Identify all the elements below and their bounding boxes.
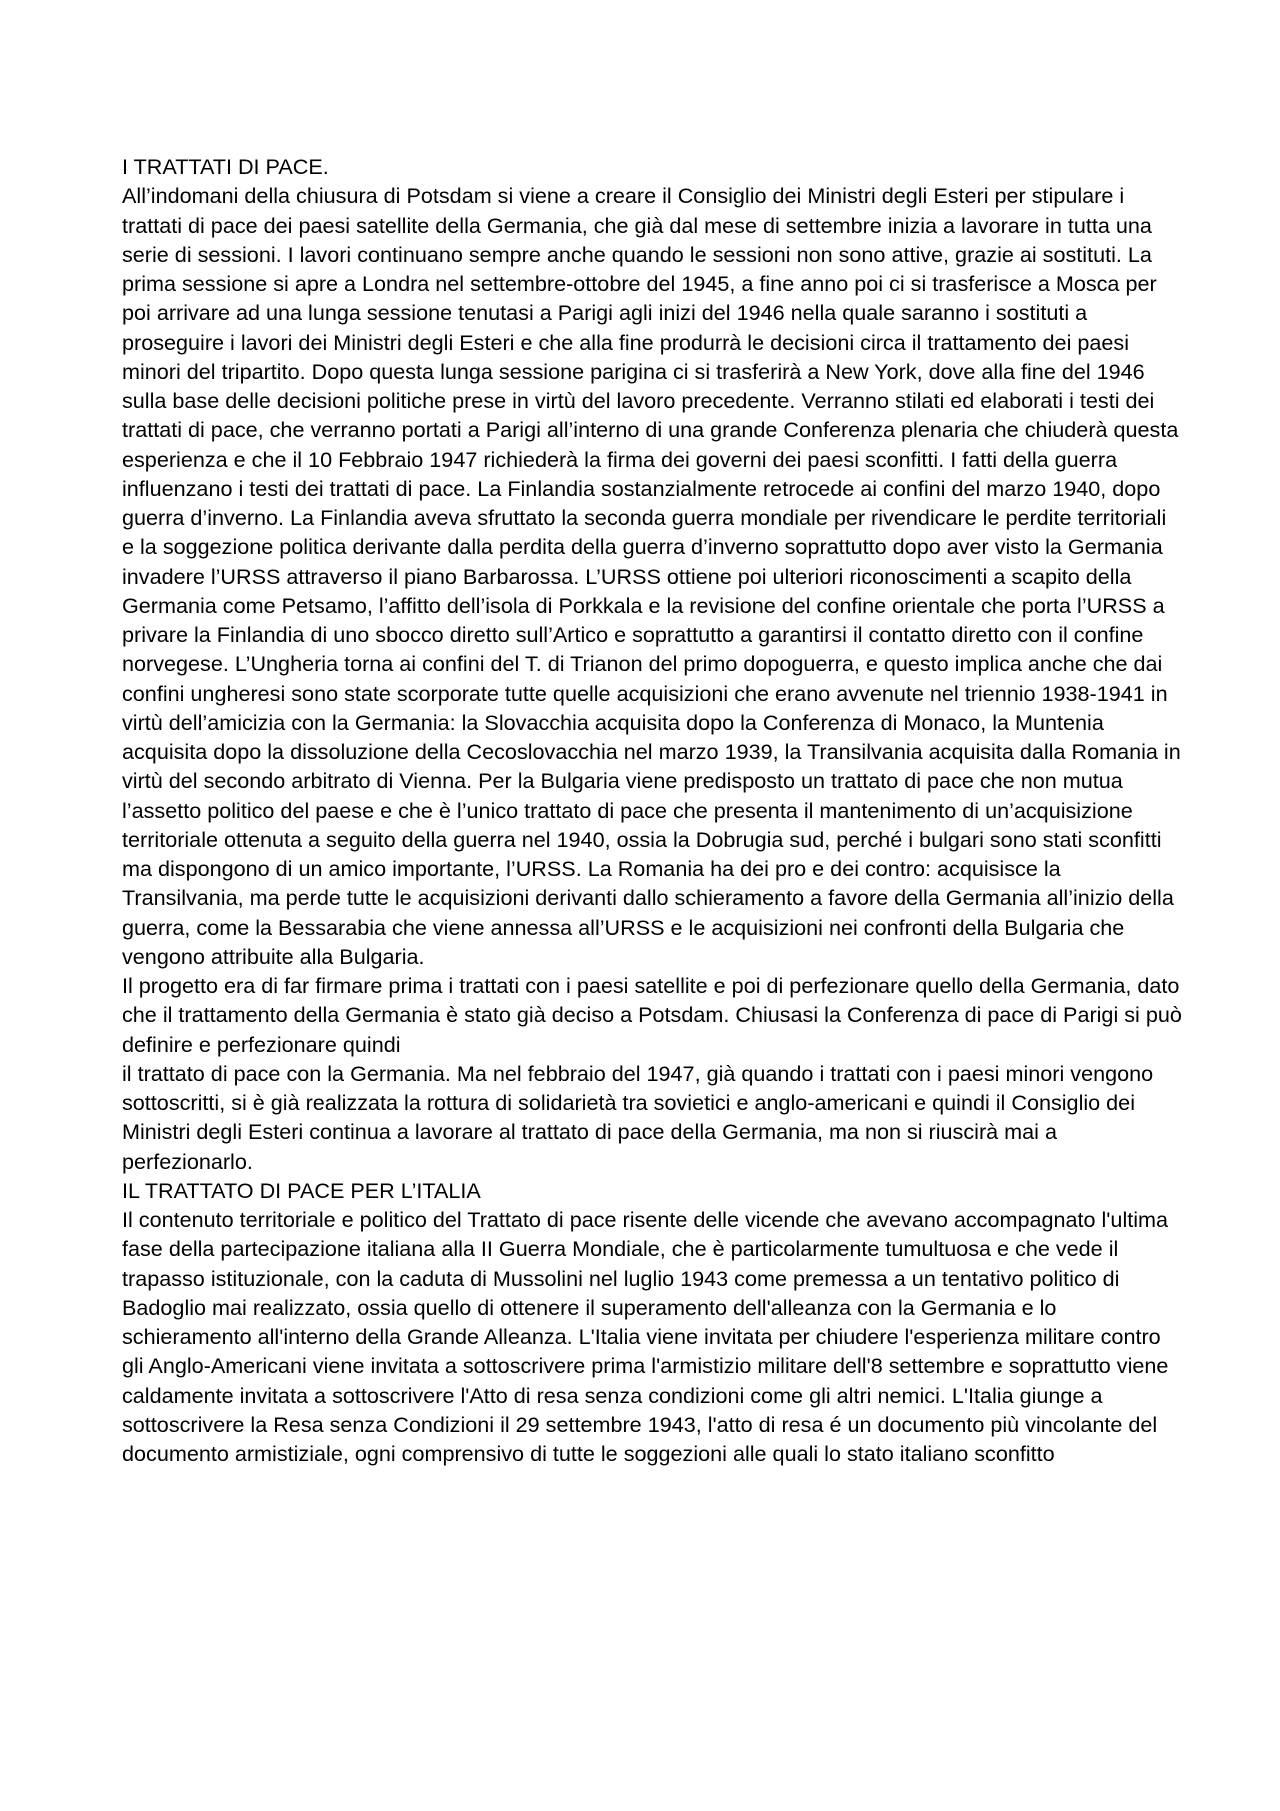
heading-trattati-di-pace: I TRATTATI DI PACE. (122, 154, 329, 179)
paragraph-contenuto-territoriale: Il contenuto territoriale e politico del Trattato di pace risente delle vicende che avevano accompagnato l'ultima fase della partecipazione italiana alla II Guerra Mondiale, che è particolarmente tumultuosa e che vede il trapasso istituzionale, con la caduta di Mussolini nel luglio 1943 come premessa a un tentativo politico di Badoglio mai realizzato, ossia quello di ottenere il superamento dell'alleanza con la Germania e lo schieramento all'interno della Grande Alleanza. L'Italia viene invitata per chiudere l'esperienza militare contro gli Anglo-Americani viene invitata a sottoscrivere prima l'armistizio militare dell'8 settembre e soprattutto viene caldamente invitata a sottoscrivere l'Atto di resa senza condizioni come gli altri nemici. L'Italia giunge a sottoscrivere la Resa senza Condizioni il 29 settembre 1943, l'atto di resa é un documento più vincolante del documento armistiziale, ogni comprensivo di tutte le soggezioni alle quali lo stato italiano sconfitto (122, 1207, 1169, 1466)
paragraph-consiglio-ministri: All’indomani della chiusura di Potsdam si viene a creare il Consiglio dei Ministri degli Esteri per stipulare i trattati di pace dei paesi satellite della Germania, che già dal mese di settembre inizia a lavorare in tutta una serie di sessioni. I lavori continuano sempre anche quando le sessioni non sono attive, grazie ai sostituti. La prima sessione si apre a Londra nel settembre-ottobre del 1945, a fine anno poi ci si trasferisce a Mosca per poi arrivare ad una lunga sessione tenutasi a Parigi agli inizi del 1946 nella quale saranno i sostituti a proseguire i lavori dei Ministri degli Esteri e che alla fine produrrà le decisioni circa il trattamento dei paesi minori del tripartito. Dopo questa lunga sessione parigina ci si trasferirà a New York, dove alla fine del 1946 sulla base delle decisioni politiche prese in virtù del lavoro precedente. Verranno stilati ed elaborati i testi dei trattati di pace, che verranno portati a Parigi all’interno di una grande Conferenza plenaria che chiuderà questa esperienza e che il 10 Febbraio 1947 richiederà la firma dei governi dei paesi sconfitti. I fatti della guerra influenzano i testi dei trattati di pace. La Finlandia sostanzialmente retrocede ai confini del marzo 1940, dopo guerra d’inverno. La Finlandia aveva sfruttato la seconda guerra mondiale per rivendicare le perdite territoriali e la soggezione politica derivante dalla perdita della guerra d’inverno soprattutto dopo aver visto la Germania invadere l’URSS attraverso il piano Barbarossa. L’URSS ottiene poi ulteriori riconoscimenti a scapito della Germania come Petsamo, l’affitto dell’isola di Porkkala e la revisione del confine orientale che porta l’URSS a privare la Finlandia di uno sbocco diretto sull’Artico e soprattutto a garantirsi il contatto diretto con il confine norvegese. L’Ungheria torna ai confini del T. di Trianon del primo dopoguerra, e questo implica anche che dai confini ungheresi sono state scorporate tutte quelle acquisizioni che erano avvenute nel triennio 1938-1941 in virtù dell’amicizia con la Germania: la Slovacchia acquisita dopo la Conferenza di Monaco, la Muntenia acquisita dopo la dissoluzione della Cecoslovacchia nel marzo 1939, la Transilvania acquisita dalla Romania in virtù del secondo arbitrato di Vienna. Per la Bulgaria viene predisposto un trattato di pace che non mutua l’assetto politico del paese e che è l’unico trattato di pace che presenta il mantenimento di un’acquisizione territoriale ottenuta a seguito della guerra nel 1940, ossia la Dobrugia sud, perché i bulgari sono stati sconfitti ma dispongono di un amico importante, l’URSS. La Romania ha dei pro e dei contro: acquisisce la Transilvania, ma perde tutte le acquisizioni derivanti dallo schieramento a favore della Germania all’inizio della guerra, come la Bessarabia che viene annessa all’URSS e le acquisizioni nei confronti della Bulgaria che vengono attribuite alla Bulgaria. (122, 183, 1181, 969)
heading-trattato-italia: IL TRATTATO DI PACE PER L’ITALIA (122, 1177, 481, 1203)
document-page (122, 152, 1182, 1468)
paragraph-trattato-germania: il trattato di pace con la Germania. Ma nel febbraio del 1947, già quando i trattati con i paesi minori vengono sottoscritti, si è già realizzata la rottura di solidarietà tra sovietici e anglo-americani e quindi il Consiglio dei Ministri degli Esteri continua a lavorare al trattato di pace della Germania, ma non si riuscirà mai a perfezionarlo. (122, 1060, 1154, 1174)
paragraph-progetto-firma: Il progetto era di far firmare prima i trattati con i paesi satellite e poi di perfezionare quello della Germania, dato che il trattamento della Germania è stato già deciso a Potsdam. Chiusasi la Conferenza di pace di Parigi si può definire e perfezionare quindi (122, 973, 1182, 1057)
